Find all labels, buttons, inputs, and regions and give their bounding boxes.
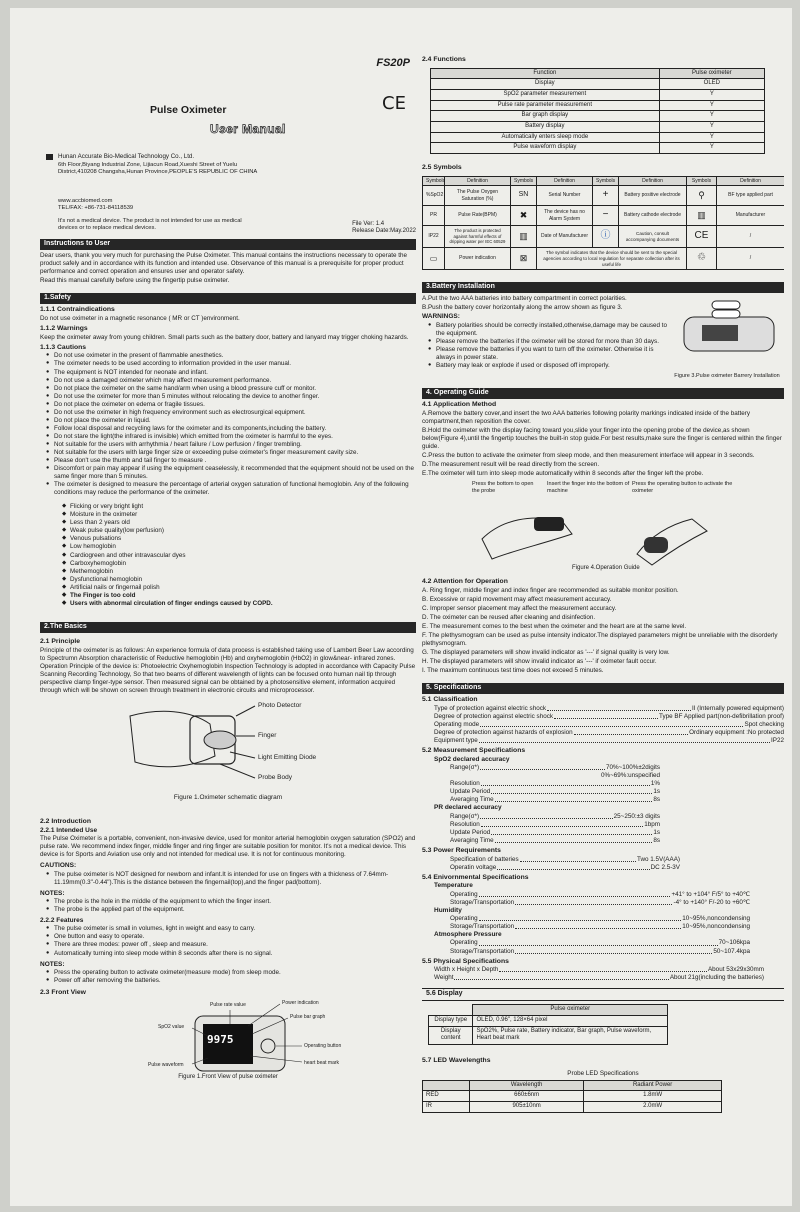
app-heading: 4.1 Application Method — [422, 401, 497, 409]
spec-label: Storage/Transportation — [450, 898, 515, 906]
app-step-c: C.Press the button to activate the oximeter from sleep mode, and then measurement interface will appear in 3 seconds. — [422, 451, 755, 459]
table-row — [431, 122, 765, 133]
table-cell: Y — [659, 143, 764, 154]
warnings-heading: 1.1.2 Warnings — [40, 324, 88, 332]
notes1-list — [40, 898, 416, 914]
disclaimer: It's not a medical device. The product is not intended for use as medical devices or to replace medical devices. — [58, 217, 242, 232]
spec-label: Range(σ*) — [450, 812, 480, 820]
spec-label: Resolution — [450, 780, 480, 788]
spec-value: About 53x29x30mm — [707, 966, 764, 974]
manufacturer-icon: ▥ — [687, 206, 717, 226]
table-row — [423, 1091, 722, 1102]
power-indication-icon: ▭ — [423, 248, 445, 270]
attention-heading: 4.2 Attention for Operation — [422, 578, 508, 586]
humidity-heading: Humidity — [434, 906, 462, 914]
table-header: Definition — [445, 176, 511, 185]
battery-step-a: A.Put the two AAA batteries into battery compartment in correct polarities. — [422, 295, 627, 303]
list-item: ◆ Moisture in the oximeter — [62, 511, 416, 519]
instructions-text: Dear users, thank you very much for purchasing the Pulse Oximeter. This manual contains the instructions necessary to operate the product safely and in accordance with its function and intended use. Observance of this manual is a prerequisite for proper product performance and correct operation and ensures user and operator safety. — [40, 252, 408, 276]
table-cell: 660±6nm — [470, 1091, 584, 1102]
website: www.accbiomed.com — [58, 198, 113, 204]
power-specs — [422, 856, 680, 872]
list-item: ◆ Less than 2 years old — [62, 519, 416, 527]
spec-label: Degree of protection against hazards of explosion — [434, 729, 573, 737]
table-row — [431, 143, 765, 154]
list-item: ● Automatically turning into sleep mode within 8 seconds after there is no signal. — [46, 950, 416, 958]
attention-h: H. The displayed parameters will show invalid indicator as '---' if oximeter fault occur. — [422, 658, 657, 666]
table-cell: The product is protected against harmful effects of dripping water per IEC 60529 — [445, 226, 511, 248]
table-cell: Y — [659, 111, 764, 122]
table-row — [429, 1026, 668, 1044]
table-header: Symbols — [423, 176, 445, 185]
spec-value: DC 2.5-3V — [650, 863, 680, 871]
battery-step-b: B.Push the battery cover horizontally along the arrow shown as figure 3. — [422, 304, 623, 312]
ce-mark-icon: CE — [687, 226, 717, 248]
table-row — [423, 206, 785, 226]
warnings-text: Keep the oximeter away from young children. Small parts such as the battery door, battery and lanyard may trigger choking hazards. — [40, 333, 409, 341]
spec-label: Operating — [450, 915, 478, 923]
intended-text: The Pulse Oximeter is a portable, convenient, non-invasive device, used for monitor arterial hemoglobin oxygen saturation (SPO2) and pulse rate. We recommend index finger, middle finger and ring finger are suitable position for monitor. It's not a medical device. This device is for Sports and Aviation use only and not intended for medical use. It is not for continuous monitoring. — [40, 835, 416, 859]
notes2-list — [40, 969, 416, 985]
screen-reading: 9975 — [207, 1032, 234, 1046]
date-of-manufacture-icon: ▥ — [511, 226, 537, 248]
list-item: ● Do not use oximeter in the present of flammable anesthetics. — [46, 352, 416, 360]
spec-value: 8s — [653, 796, 660, 804]
list-item: ● Please remove the batteries if the oximeter will be stored for more than 30 days. — [428, 338, 672, 346]
spec-value: 50~107.4kpa — [713, 947, 750, 955]
app-step-d: D.The measurement result will be read directly from the screen. — [422, 461, 600, 469]
list-item: ◆ Artificial nails or fingernail polish — [62, 584, 416, 592]
table-cell: Y — [659, 132, 764, 143]
instructions-read: Read this manual carefully before using the fingertip pulse oximeter. — [40, 277, 230, 285]
front-view-figure — [40, 998, 416, 1084]
telfax: TEL/FAX: +86-731-84118539 — [58, 205, 134, 212]
spec-value: 1% — [650, 780, 660, 788]
table-cell: The device has no Alarm System — [537, 206, 593, 226]
list-item: ● Not suitable for the users with large finger size or exceeding pulse oximeter's finger measurement cavity size. — [46, 449, 416, 457]
warnings-label: WARNINGS: — [422, 313, 460, 321]
no-alarm-icon: ✖ — [511, 206, 537, 226]
table-cell: %SpO2 — [423, 186, 445, 206]
probe-body-label: Probe Body — [258, 773, 292, 781]
spec-label: Averaging Time — [450, 796, 494, 804]
classification-heading: 5.1 Classification — [422, 696, 478, 704]
cover-header — [40, 54, 416, 199]
pulse-rate-value-label: Pulse rate value — [210, 1001, 246, 1008]
cautions-label: CAUTIONS: — [40, 862, 77, 870]
list-item: ● Do not use the oximeter in high frequency environment such as electrosurgical equipment. — [46, 409, 416, 417]
functions-heading: 2.4 Functions — [422, 56, 466, 63]
table-cell: PR — [423, 206, 445, 226]
table-cell: Power indication — [445, 248, 511, 270]
env-heading: 5.4 Enivornmental Specifications — [422, 873, 529, 881]
pulse-waveform-label: Pulse waveform — [148, 1061, 184, 1068]
list-item: ● Please remove the batteries if you want to turn off the oximeter. Otherwise it is always in power state. — [428, 346, 672, 362]
spec-value: 1bpm — [644, 820, 660, 828]
table-cell: The symbol indicates that the device should be sent to the special agencies according to local regulation for separate collection after its useful life — [537, 248, 687, 270]
battery-drawing — [672, 295, 782, 370]
attention-i: I. The maximum continuous test time does not exceed 5 minutes. — [422, 667, 604, 675]
list-item: ● The pulse oximeter is small in volumes, light in weight and easy to carry. — [46, 925, 416, 933]
power-indication-label: Power indication — [282, 999, 319, 1006]
temp-heading: Temperature — [434, 882, 473, 890]
pr-heading: PR declared accuracy — [434, 804, 502, 812]
symbols-table — [422, 176, 784, 270]
table-cell: Automatically enters sleep mode — [431, 132, 660, 143]
spec-label: Operating — [450, 890, 478, 898]
list-item: ● Do not stare the light(the infrared is invisible) which emitted from the oximeter is harmful to the eyes. — [46, 433, 416, 441]
spec-label: Width x Height x Depth — [434, 966, 499, 974]
file-version: File Ver: 1.4 — [352, 220, 385, 227]
spec-label: Update Period — [450, 788, 491, 796]
spec-value: 10~95%,noncondensing — [682, 915, 750, 923]
table-cell: Pulse waveform display — [431, 143, 660, 154]
list-item: ◆ The Finger is too cold — [62, 592, 416, 600]
table-cell: SpO2 parameter measurement — [431, 90, 660, 101]
cautions2-list — [40, 871, 416, 887]
table-row — [431, 100, 765, 111]
spec-label: Operatin voltage — [450, 863, 497, 871]
app-step-e: E.The oximeter will turn into sleep mode automatically within 8 seconds after the finger left the probe. — [422, 470, 704, 478]
list-item: ● The probe is the hole in the middle of the equipment to which the finger insert. — [46, 898, 416, 906]
table-header — [429, 1005, 473, 1016]
list-item: ● Please don't use the thumb and tail finger to measure . — [46, 457, 416, 465]
table-cell: OLED, 0.96", 128×64 pixel — [473, 1015, 668, 1026]
temp-specs — [422, 891, 750, 907]
spec-value: Ordinary equipment :No protected — [689, 729, 784, 737]
spec-label: Range(σ*) — [450, 764, 480, 772]
table-header: Pulse oximeter — [659, 68, 764, 79]
table-cell: RED — [423, 1091, 470, 1102]
recycle-icon: ♲ — [687, 248, 717, 270]
safety-heading: 1.Safety — [40, 293, 416, 304]
spec-value: Spot checking — [744, 721, 784, 728]
bf-applied-part-icon: ⚲ — [687, 186, 717, 206]
table-cell: IR — [423, 1102, 470, 1113]
manual-title: User Manual — [210, 122, 286, 136]
fig4-caption: Figure 4.Operation Guide — [572, 565, 640, 572]
fig4-label-open: Press the bottom to open the probe — [472, 481, 534, 495]
fig4-label-insert: Insert the finger into the bottom of machine — [547, 481, 630, 495]
features-list — [40, 925, 416, 957]
table-cell: OLED — [659, 79, 764, 90]
spec-label: Averaging Time — [450, 836, 494, 844]
table-header: Definition — [717, 176, 785, 185]
spec-heading: 5. Specifications — [422, 683, 784, 694]
battery-heading: 3.Battery Installation — [422, 282, 784, 293]
table-cell: / — [717, 248, 785, 270]
list-item: ● There are three modes: power off , sleep and measure. — [46, 941, 416, 949]
spec-label: Equipment type — [434, 737, 478, 745]
list-item: ◆ Venous pulsations — [62, 535, 416, 543]
led-table — [422, 1080, 722, 1113]
company-address: 6th Floor,Biyang Industrial Zone, Lijiacun Road,Xueshi Street of Yuelu District,410208 Changsha,Hunan Province,PEOPLE'S REPUBLIC OF CHINA — [58, 162, 258, 175]
basics-heading: 2.The Basics — [40, 622, 416, 633]
spec-value: About 21g(including the batteries) — [669, 974, 764, 982]
release-date: Release Date:May.2022 — [352, 228, 416, 235]
list-item: ◆ Users with abnormal circulation of finger endings caused by COPD. — [62, 600, 416, 608]
spec-label: Degree of protection against electric shock — [434, 712, 554, 720]
table-cell: Display content — [429, 1026, 473, 1044]
table-cell: IP22 — [423, 226, 445, 248]
table-cell: BF type applied part — [717, 186, 785, 206]
table-row — [431, 79, 765, 90]
table-row — [423, 226, 785, 248]
front-view-caption: Figure 1.Front View of pulse oximeter — [178, 1073, 278, 1080]
table-cell: Pulse rate parameter measurement — [431, 100, 660, 111]
attention-f: F. The plethysmogram can be used as pulse intensity indicator.The displayed parameters might be unreliable with the disorderly plethysmogram. — [422, 632, 778, 648]
spec-value: -4° to +140° F/-20 to +60℃ — [673, 898, 750, 906]
list-item: ● Do not use a damaged oximeter which may affect measurement performance. — [46, 377, 416, 385]
functions-table — [430, 68, 765, 154]
table-row — [423, 248, 785, 270]
list-item: ● Battery polarities should be correctly installed,otherwise,damage may be caused to the equipment. — [428, 322, 672, 338]
company-name: Hunan Accurate Bio-Medical Technology Co., Ltd. — [58, 153, 195, 160]
table-cell: Caution, consult accompanying documents — [619, 226, 687, 248]
manual-sheet — [10, 8, 792, 1206]
table-row — [431, 132, 765, 143]
table-header: Symbols — [593, 176, 619, 185]
operation-guide-figure — [422, 479, 784, 575]
pressure-heading: Atmosphere Pressure — [434, 931, 502, 939]
table-header: Wavelength — [470, 1080, 584, 1091]
fig4-label-press: Press the operating button to activate the oximeter — [632, 481, 733, 495]
humidity-specs — [422, 915, 750, 931]
list-item: ● The equipment is NOT intended for neonate and infant. — [46, 369, 416, 377]
spo2-value-label: SpO2 value — [158, 1023, 185, 1030]
attention-c: C. Improper sensor placement may affect the measurement accuracy. — [422, 604, 617, 612]
spec-value: 10~95%,noncondensing — [682, 923, 750, 931]
battery-positive-icon: + — [593, 186, 619, 206]
table-row — [431, 111, 765, 122]
symbols-heading: 2.5 Symbols — [422, 164, 462, 172]
table-cell: Battery display — [431, 122, 660, 133]
measurement-heading: 5.2 Measurement Specifications — [422, 747, 526, 755]
table-header: Function — [431, 68, 660, 79]
spec-label: Operating mode — [434, 721, 480, 728]
list-item: ◆ Dysfunctional hemoglobin — [62, 576, 416, 584]
spec-label: Resolution — [450, 820, 480, 828]
intended-heading: 2.2.1 Intended Use — [40, 826, 98, 834]
spec-label: Specification of batteries — [450, 855, 519, 863]
list-item: ◆ Methemoglobin — [62, 568, 416, 576]
spec-value: II (Internally powered equipment) — [691, 704, 784, 712]
battery-warnings-list — [422, 322, 672, 370]
display-heading: 5.6 Display — [422, 988, 784, 1001]
table-cell: 2.0mW — [584, 1102, 722, 1113]
schematic-drawing — [40, 696, 416, 794]
classification-list — [422, 705, 784, 745]
operating-heading: 4. Operating Guide — [422, 388, 784, 399]
list-item: ◆ Carboxyhemoglobin — [62, 560, 416, 568]
physical-heading: 5.5 Physical Specifications — [422, 957, 509, 965]
model-number: FS20P — [376, 57, 410, 69]
attention-e: E. The measurement comes to the best when the oximeter and the heart are at the same level. — [422, 622, 687, 630]
fig3-caption: Figure 3.Pulse oximeter Barrery Installation — [674, 373, 780, 380]
conditions-list — [40, 503, 416, 608]
table-cell: Battery positive electrode — [619, 186, 687, 206]
cautions-heading: 1.1.3 Cautions — [40, 343, 87, 351]
weee-icon: ⊠ — [511, 248, 537, 270]
table-cell: Display type — [429, 1015, 473, 1026]
spec-value: 0%~69%:unspecified — [601, 772, 660, 780]
table-cell: Manufacturer — [717, 206, 785, 226]
caution-icon: ⓘ — [593, 226, 619, 248]
fig1-caption: Figure 1.Oximeter schematic diagram — [173, 793, 283, 801]
attention-a: A. Ring finger, middle finger and index finger are recommended as suitable monitor position. — [422, 586, 679, 594]
spec-value: 70~106kpa — [718, 939, 750, 947]
instructions-heading: Instructions to User — [40, 239, 416, 250]
spec-value: IP22 — [771, 737, 784, 745]
table-cell: SpO2%, Pulse rate, Battery indicator, Bar graph, Pulse waveform, Heart beat mark — [473, 1026, 668, 1044]
pr-specs — [422, 813, 660, 845]
attention-d: D. The oximeter can be reused after cleaning and disinfection. — [422, 613, 596, 621]
list-item: ● The pulse oximeter is NOT designed for newborn and infant.It is intended for use on fingers with a thickness of 7.64mm-11.19mm(0.3"-0.44").This is the distance between the fingernail(top),and the finger pad(bottom). — [46, 871, 416, 887]
battery-negative-icon: − — [593, 206, 619, 226]
spec-label: Operating — [450, 939, 478, 947]
display-table — [428, 1004, 668, 1045]
left-column — [40, 54, 416, 1084]
table-cell: Y — [659, 100, 764, 111]
list-item: ● Not suitable for the users with arrhythmia / heart failure / Low perfusion / finger trembling. — [46, 441, 416, 449]
battery-figure — [672, 295, 782, 385]
product-title: Pulse Oximeter — [150, 104, 227, 116]
ce-mark: CE — [382, 93, 406, 114]
table-cell: Battery cathode electrode — [619, 206, 687, 226]
table-cell: Pulse Rate(BPM) — [445, 206, 511, 226]
table-cell: Y — [659, 122, 764, 133]
principle-text: Principle of the oximeter is as follows: An experience formula of data process is established taking use of Lambert Beer Law according to Spectrumn Absorption characteristic of Reductive hemoglobin (Hb) and oxyhemoglobin (HbO2) in glow&near- infrared zones. Operation Principle of the device is: Photoelectric Oxyhemoglobin Inspection Technology is adopted in accordance with Capacity Pulse Scanning Recording Technology, So that two beams of different wavelength of lights can be focused onto human nail tip through perspective clamp finger-type sensor. Then measured signal can be obtained by a photosensitive element, information acquired through which will be shown on screen through treatment in electronic circuits and microprocessor. — [40, 646, 416, 694]
table-cell: 905±10nm — [470, 1102, 584, 1113]
spec-value: 70%~100%±2digits — [605, 764, 660, 772]
operating-button-label: Operating button — [304, 1042, 342, 1049]
list-item: ◆ Flicking or very bright light — [62, 503, 416, 511]
pressure-specs — [422, 939, 750, 955]
table-cell: / — [717, 226, 785, 248]
table-header: Symbols — [511, 176, 537, 185]
spec-value: Two 1.5V(AAA) — [636, 855, 680, 863]
table-header: Pulse oximeter — [473, 1005, 668, 1016]
spec-label: Update Period — [450, 828, 491, 836]
list-item: ● Do not place the oximeter on the same hand/arm when using a blood pressure cuff or monitor. — [46, 385, 416, 393]
table-header: Symbols — [687, 176, 717, 185]
spec-value: 8s — [653, 836, 660, 844]
heart-beat-mark-label: heart beat mark — [304, 1059, 340, 1066]
serial-number-icon: SN — [511, 186, 537, 206]
list-item: ● Power off after removing the batteries. — [46, 977, 416, 985]
table-row — [431, 90, 765, 101]
app-step-b: B.Hold the oximeter with the display facing toward you,slide your finger into the opening probe of the device,as shown below(Figure 4),until the fingertip touches the built-in stop guide.For best results,make sure the finger is centered within the finger guide. — [422, 426, 782, 450]
spec-value: +41° to +104° F/5° to +40℃ — [671, 890, 750, 898]
table-cell: The Pulse Oxygen Saturation (%) — [445, 186, 511, 206]
list-item: ● Press the operating button to activate oximeter(measure mode) from sleep mode. — [46, 969, 416, 977]
list-item: ◆ Low hemoglobin — [62, 543, 416, 551]
right-column — [422, 54, 784, 1113]
table-cell: 1.8mW — [584, 1091, 722, 1102]
list-item: ◆ Weak pulse quality(low perfusion) — [62, 527, 416, 535]
notes2-label: NOTES: — [40, 960, 65, 968]
contra-text: Do not use oximeter in a magnetic resonance ( MR or CT )environment. — [40, 314, 240, 322]
manufacturer-icon — [46, 154, 53, 160]
table-header: Radiant Power — [584, 1080, 722, 1091]
contra-heading: 1.1.1 Contraindications — [40, 306, 115, 314]
spec-label: Storage/Transportation — [450, 923, 515, 931]
spo2-heading: SpO2 declared accuracy — [434, 755, 510, 763]
table-cell: Display — [431, 79, 660, 90]
list-item: ● The oximeter needs to be used according to information provided in the user manual. — [46, 360, 416, 368]
list-item: ● The probe is the applied part of the equipment. — [46, 906, 416, 914]
table-header: Definition — [537, 176, 593, 185]
list-item: ● One button and easy to operate. — [46, 933, 416, 941]
attention-g: G. The displayed parameters will show invalid indicator as '---' if signal quality is very low. — [422, 649, 670, 657]
spec-value: Type BF Applied part(non-defibrillation proof) — [659, 712, 784, 720]
led-heading: 5.7 LED Wavelengths — [422, 1056, 491, 1064]
photo-detector-label: Photo Detector — [258, 701, 302, 709]
list-item: ◆ Cardiogreen and other intravascular dyes — [62, 552, 416, 560]
table-cell: Y — [659, 90, 764, 101]
attention-b: B. Excessive or rapid movement may affect measurement accuracy. — [422, 595, 612, 603]
power-heading: 5.3 Power Requirements — [422, 846, 501, 854]
led-label: Light Emitting Diode — [258, 753, 317, 761]
spec-label: Weight — [434, 974, 454, 982]
oximeter-schematic-figure — [40, 696, 416, 794]
spec-value: 1s — [653, 828, 660, 836]
list-item: ● Do not use the oximeter for more than 5 minutes without relocating the device to another finger. — [46, 393, 416, 401]
frontview-heading: 2.3 Front View — [40, 988, 86, 996]
spo2-specs — [422, 764, 660, 804]
list-item: ● Battery may leak or explode if used or disposed off improperly. — [428, 362, 672, 370]
physical-specs — [422, 966, 764, 982]
spec-label: Storage/Transportation — [450, 947, 515, 955]
pulse-bar-graph-label: Pulse bar graph — [290, 1013, 326, 1020]
table-row — [429, 1015, 668, 1026]
list-item: ● The oximeter is designed to measure the percentage of arterial oxygen saturation of functional hemoglobin. Any of the following conditions may reduce the performance of the oximeter. — [46, 481, 416, 497]
table-cell: Serial Number — [537, 186, 593, 206]
spec-value: 1s — [653, 788, 660, 796]
spec-label: Type of protection against electric shock — [434, 704, 547, 712]
list-item: ● Discomfort or pain may appear if using the equipment ceaselessly, it recommended that the equipment should not be used on the same finger more than 5 minutes. — [46, 465, 416, 481]
table-header: Definition — [619, 176, 687, 185]
list-item: ● Do not place the oximeter on edema or fragile tissues. — [46, 401, 416, 409]
cautions-list — [40, 352, 416, 497]
intro-heading: 2.2 Introduction — [40, 818, 91, 826]
table-row — [423, 186, 785, 206]
finger-label: Finger — [258, 731, 277, 739]
table-row — [423, 1102, 722, 1113]
notes-label: NOTES: — [40, 889, 65, 897]
spec-value: 25~250:±3 digits — [613, 812, 660, 820]
table-cell: Bar graph display — [431, 111, 660, 122]
list-item: ● Follow local disposal and recycling laws for the oximeter and its components,including the battery. — [46, 425, 416, 433]
led-table-title: Probe LED Specifications — [567, 1069, 639, 1077]
table-cell: Date of Manufacturer — [537, 226, 593, 248]
app-step-a: A.Remove the battery cover,and insert the two AAA batteries following polarity markings indicated inside of the battery compartment,then reposition the cover. — [422, 409, 750, 425]
features-heading: 2.2.2 Features — [40, 917, 84, 925]
list-item: ● Do not place the oximeter in liquid. — [46, 417, 416, 425]
table-header — [423, 1080, 470, 1091]
principle-heading: 2.1 Principle — [40, 637, 81, 645]
